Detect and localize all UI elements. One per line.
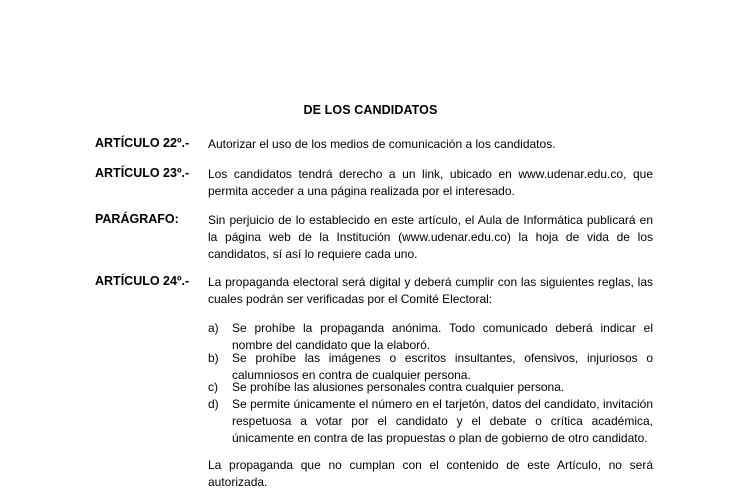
article-22-label: ARTÍCULO 22º.- [95,136,190,150]
rule-d-marker: d) [208,397,219,411]
paragraph-text: Sin perjuicio de lo establecido en este artículo, el Aula de Informática publicará en la página web de la Institución (www.udenar.edu.co) la hoja de vida de los candidatos, sí así lo requiere cada uno. [208,213,653,261]
rule-b-text: Se prohíbe las imágenes o escritos insultantes, ofensivos, injuriosos o calumniosos en contra de cualquier persona. [232,351,653,382]
rule-a-text: Se prohíbe la propaganda anónima. Todo comunicado deberá indicar el nombre del candidato que la elaboró. [232,321,653,352]
rule-d-text: Se permite únicamente el número en el tarjetón, datos del candidato, invitación respetuosa a votar por el candidato y el debate o crítica académica, únicamente en contra de las propuestas o plan de gobierno de otro candidato. [232,397,653,445]
rule-c-text: Se prohíbe las alusiones personales contra cualquier persona. [232,380,565,394]
article-22-text: Autorizar el uso de los medios de comunicación a los candidatos. [208,137,556,151]
paragraph-label: PARÁGRAFO: [95,212,179,226]
article-23-text: Los candidatos tendrá derecho a un link, ubicado en www.udenar.edu.co, que permita acceder a una página realizada por el interesado. [208,167,653,198]
article-24-label: ARTÍCULO 24º.- [95,274,190,288]
rule-c-marker: c) [208,380,218,394]
rule-b-marker: b) [208,351,219,365]
closing-text: La propaganda que no cumplan con el contenido de este Artículo, no será autorizada. [208,458,653,489]
article-23-label: ARTÍCULO 23º.- [95,166,190,180]
rule-a-marker: a) [208,321,219,335]
article-24-text: La propaganda electoral será digital y deberá cumplir con las siguientes reglas, las cuales podrán ser verificadas por el Comité Electoral: [208,275,653,306]
section-heading: DE LOS CANDIDATOS [303,103,438,117]
